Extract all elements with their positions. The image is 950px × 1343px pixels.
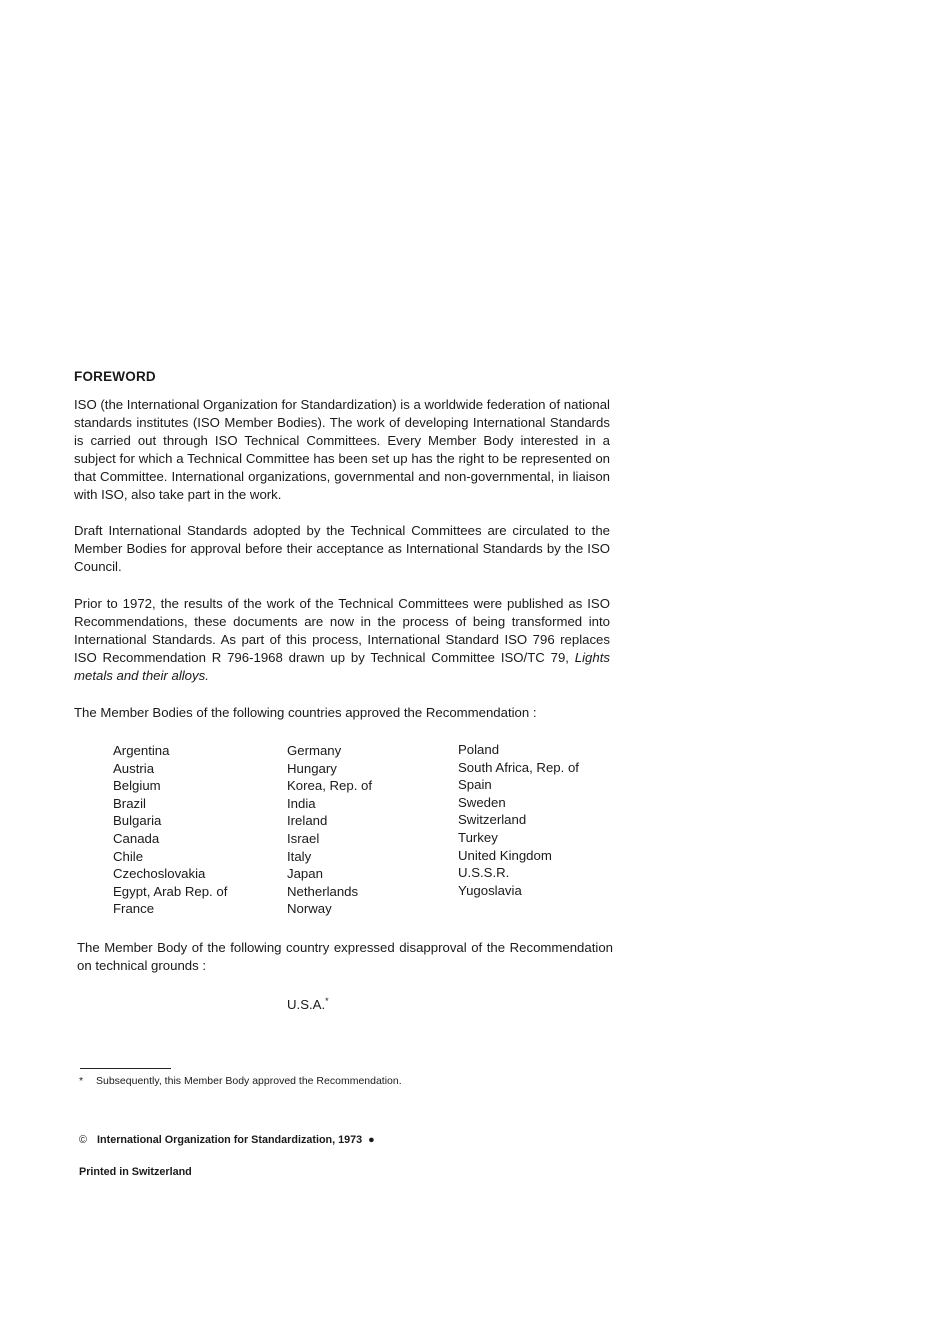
countries-column-2 (287, 742, 372, 918)
paragraph-disapproval-intro: The Member Body of the following country expressed disapproval of the Recommendation on technical grounds : (77, 940, 613, 973)
country-item: Italy (287, 848, 312, 864)
copyright-notice (79, 1134, 375, 1146)
country-item: Austria (113, 760, 155, 776)
foreword-heading: FOREWORD (74, 369, 156, 384)
footnote-text: Subsequently, this Member Body approved the Recommendation. (96, 1075, 402, 1087)
country-item: Canada (113, 830, 160, 846)
country-item: Yugoslavia (458, 882, 522, 898)
footnote (79, 1075, 402, 1087)
country-item: Korea, Rep. of (287, 778, 373, 794)
country-item: Israel (287, 830, 320, 846)
bullet-icon: ● (368, 1134, 375, 1146)
country-item: U.S.S.R. (458, 865, 510, 881)
country-item: Spain (458, 777, 492, 793)
committee-title: Lights metals and their alloys. (74, 649, 610, 683)
country-item: Norway (287, 901, 332, 917)
country-item: Argentina (113, 743, 170, 758)
paragraph-history-text: Prior to 1972, the results of the work of the Technical Committees were published as ISO Recommendations, these documents are now in the process of being transformed into International Standards. As part of this process, International Standard ISO 796 replaces ISO Recommendation R 796-1968 drawn up by Technical Committee ISO/TC 79, (74, 596, 610, 665)
printed-in-notice: Printed in Switzerland (79, 1166, 192, 1178)
footnote-reference: * (325, 996, 329, 1006)
country-item: Switzerland (458, 812, 527, 828)
country-item: France (113, 901, 155, 917)
country-item: Turkey (458, 829, 498, 845)
country-item: Germany (287, 743, 342, 758)
country-item: Egypt, Arab Rep. of (113, 883, 228, 899)
footnote-marker: * (79, 1075, 84, 1087)
country-item: Sweden (458, 794, 506, 810)
country-item: United Kingdom (458, 847, 552, 863)
paragraph-history (74, 595, 610, 685)
country-item: Belgium (113, 778, 161, 794)
country-item: Czechoslovakia (113, 866, 206, 882)
copyright-text: International Organization for Standardization, 1973 (97, 1134, 363, 1146)
countries-column-3 (458, 741, 579, 899)
disapproving-country (287, 996, 329, 1012)
country-item: Bulgaria (113, 813, 162, 829)
country-item: Poland (458, 742, 500, 757)
country-item: Hungary (287, 760, 337, 776)
paragraph-draft-standards: Draft International Standards adopted by the Technical Committees are circulated to the Member Bodies for approval before their acceptance as International Standards by the ISO Council. (74, 523, 610, 574)
country-item: Chile (113, 848, 144, 864)
country-item: Ireland (287, 813, 328, 829)
country-item: Netherlands (287, 883, 359, 899)
countries-column-1 (113, 742, 227, 918)
footnote-divider (80, 1068, 171, 1069)
country-item: Japan (287, 866, 323, 882)
country-item: South Africa, Rep. of (458, 759, 579, 775)
paragraph-iso-description: ISO (the International Organization for Standardization) is a worldwide federation of national standards institutes (ISO Member Bodies). The work of developing International Standards is carried out through ISO Technical Committees. Every Member Body interested in a subject for which a Technical Committee has been set up has the right to be represented on that Committee. International organizations, governmental and non-governmental, in liaison with ISO, also take part in the work. (74, 397, 610, 502)
country-item: India (287, 795, 316, 811)
paragraph-approval-intro: The Member Bodies of the following countries approved the Recommendation : (74, 705, 537, 720)
country-item: Brazil (113, 795, 146, 811)
copyright-symbol: © (79, 1134, 87, 1146)
disapproving-country-name: U.S.A. (287, 997, 326, 1012)
